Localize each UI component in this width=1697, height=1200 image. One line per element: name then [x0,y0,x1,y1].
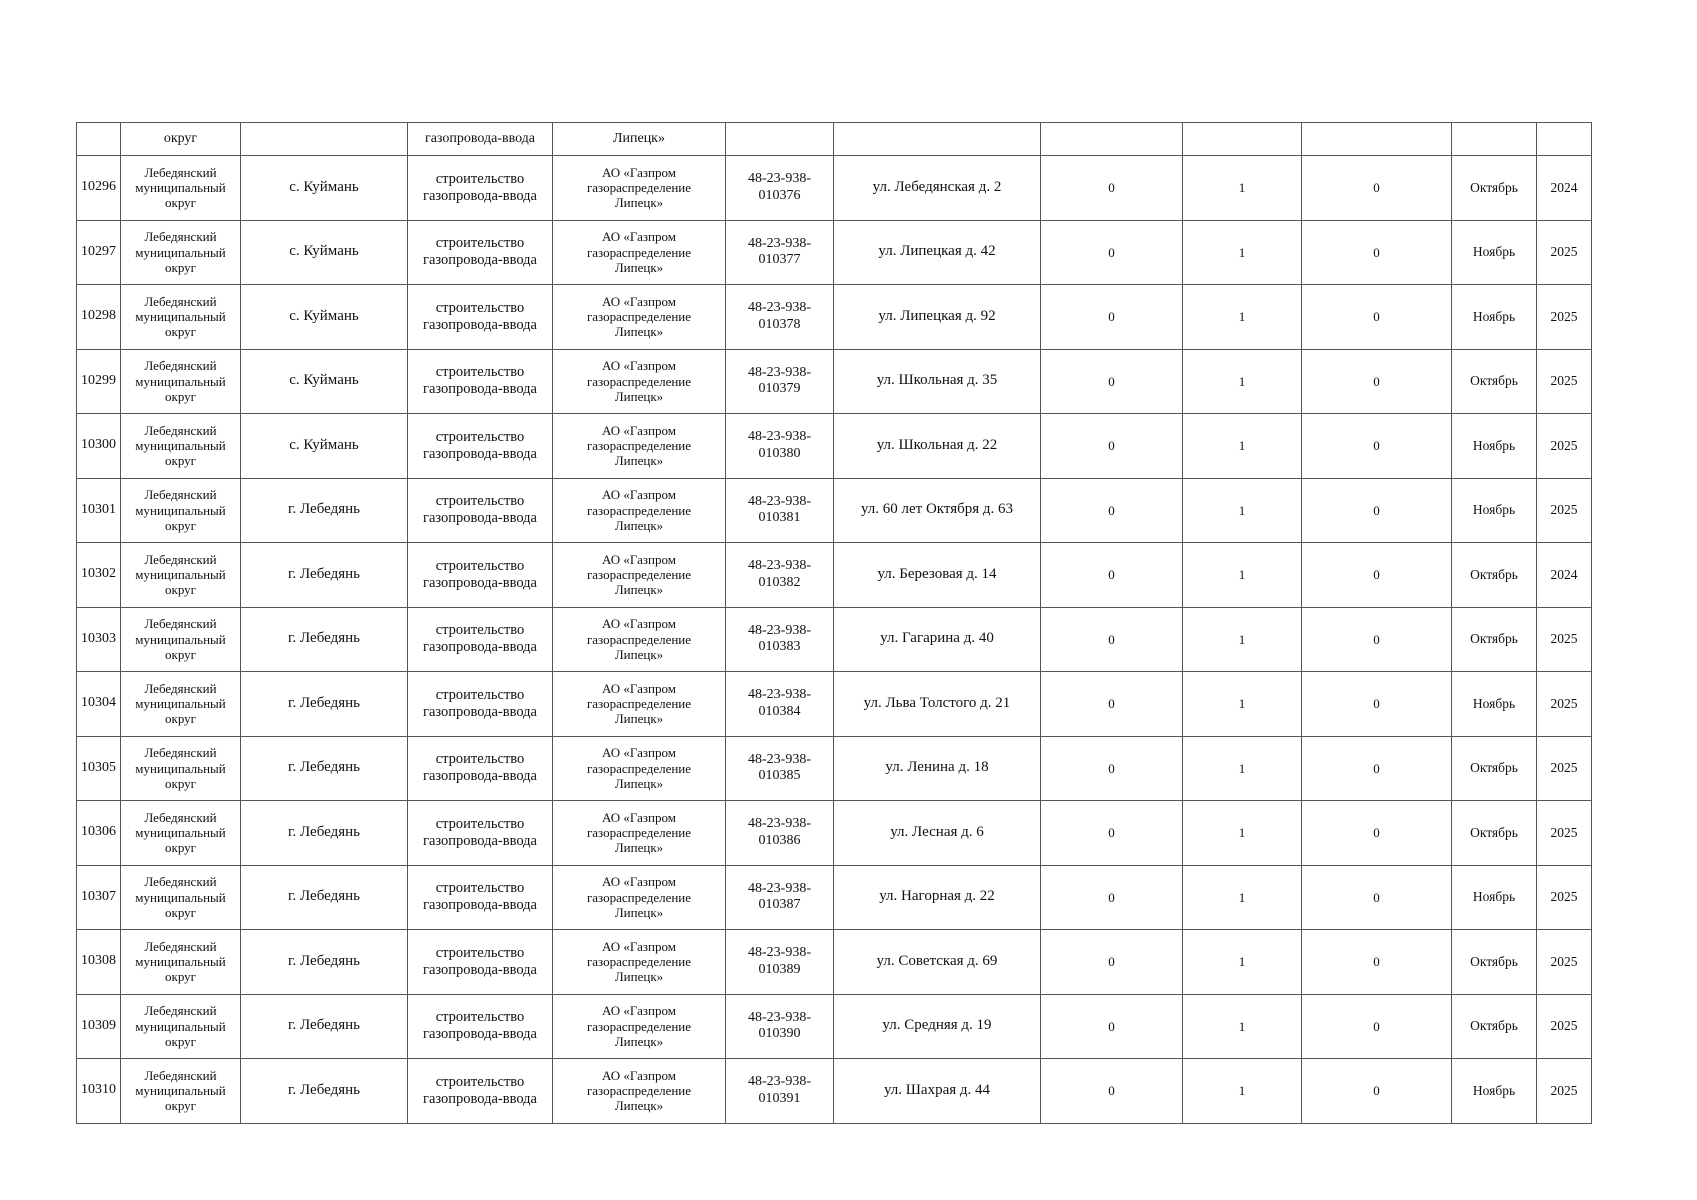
cell-value-2 [1183,123,1302,156]
cell-code: 48-23-938- 010386 [726,801,834,866]
cell-place: г. Лебедянь [241,543,408,608]
cell-work: строительство газопровода-ввода [408,543,553,608]
cell-value-3: 0 [1302,672,1452,737]
cell-address: ул. Березовая д. 14 [834,543,1041,608]
table-row [77,543,1592,608]
cell-value-2: 1 [1183,478,1302,543]
cell-place: г. Лебедянь [241,994,408,1059]
cell-place: с. Куймань [241,414,408,479]
cell-place: с. Куймань [241,349,408,414]
cell-year [1537,123,1592,156]
cell-value-1: 0 [1041,994,1183,1059]
cell-value-2: 1 [1183,1059,1302,1124]
cell-num: 10308 [77,930,121,995]
cell-value-3: 0 [1302,607,1452,672]
cell-code: 48-23-938- 010377 [726,220,834,285]
cell-year: 2025 [1537,672,1592,737]
cell-district: Лебедянский муниципальный округ [121,1059,241,1124]
cell-value-2: 1 [1183,414,1302,479]
cell-value-3: 0 [1302,994,1452,1059]
cell-org: АО «Газпром газораспределение Липецк» [553,285,726,350]
cell-num: 10299 [77,349,121,414]
cell-org: Липецк» [553,123,726,156]
gas-connection-table [76,122,1592,1124]
cell-district: Лебедянский муниципальный округ [121,865,241,930]
cell-year: 2025 [1537,607,1592,672]
cell-value-3 [1302,123,1452,156]
cell-district: Лебедянский муниципальный округ [121,478,241,543]
cell-code: 48-23-938- 010379 [726,349,834,414]
cell-month: Октябрь [1452,994,1537,1059]
cell-code: 48-23-938- 010378 [726,285,834,350]
cell-value-3: 0 [1302,801,1452,866]
cell-district: Лебедянский муниципальный округ [121,220,241,285]
cell-value-3: 0 [1302,865,1452,930]
cell-work: строительство газопровода-ввода [408,994,553,1059]
table-row [77,607,1592,672]
cell-month: Ноябрь [1452,414,1537,479]
cell-address: ул. Лесная д. 6 [834,801,1041,866]
cell-num: 10306 [77,801,121,866]
cell-value-2: 1 [1183,672,1302,737]
table-row [77,672,1592,737]
table-row [77,930,1592,995]
cell-address: ул. Шахрая д. 44 [834,1059,1041,1124]
cell-code [726,123,834,156]
cell-place: г. Лебедянь [241,478,408,543]
cell-code: 48-23-938- 010383 [726,607,834,672]
cell-num [77,123,121,156]
cell-value-1: 0 [1041,414,1183,479]
cell-value-3: 0 [1302,220,1452,285]
cell-code: 48-23-938- 010376 [726,156,834,221]
cell-month: Ноябрь [1452,478,1537,543]
cell-org: АО «Газпром газораспределение Липецк» [553,930,726,995]
cell-place: г. Лебедянь [241,736,408,801]
cell-value-3: 0 [1302,1059,1452,1124]
cell-value-1: 0 [1041,349,1183,414]
cell-year: 2025 [1537,736,1592,801]
cell-value-2: 1 [1183,801,1302,866]
cell-num: 10310 [77,1059,121,1124]
cell-month: Октябрь [1452,930,1537,995]
cell-code: 48-23-938- 010391 [726,1059,834,1124]
table-row [77,349,1592,414]
cell-value-1: 0 [1041,801,1183,866]
cell-month: Октябрь [1452,736,1537,801]
cell-value-1: 0 [1041,156,1183,221]
cell-code: 48-23-938- 010381 [726,478,834,543]
cell-address: ул. Липецкая д. 42 [834,220,1041,285]
cell-num: 10301 [77,478,121,543]
cell-code: 48-23-938- 010380 [726,414,834,479]
cell-year: 2025 [1537,865,1592,930]
cell-value-2: 1 [1183,220,1302,285]
cell-value-2: 1 [1183,930,1302,995]
cell-value-2: 1 [1183,285,1302,350]
cell-num: 10298 [77,285,121,350]
cell-org: АО «Газпром газораспределение Липецк» [553,736,726,801]
cell-work: строительство газопровода-ввода [408,414,553,479]
cell-month: Октябрь [1452,156,1537,221]
cell-work: строительство газопровода-ввода [408,930,553,995]
cell-code: 48-23-938- 010390 [726,994,834,1059]
table-row [77,736,1592,801]
cell-place: с. Куймань [241,220,408,285]
cell-value-1: 0 [1041,736,1183,801]
cell-work: строительство газопровода-ввода [408,478,553,543]
cell-org: АО «Газпром газораспределение Липецк» [553,543,726,608]
cell-work: строительство газопровода-ввода [408,736,553,801]
cell-num: 10303 [77,607,121,672]
table-row [77,865,1592,930]
cell-org: АО «Газпром газораспределение Липецк» [553,220,726,285]
cell-district: Лебедянский муниципальный округ [121,930,241,995]
cell-value-2: 1 [1183,736,1302,801]
cell-place: г. Лебедянь [241,801,408,866]
cell-org: АО «Газпром газораспределение Липецк» [553,1059,726,1124]
cell-address: ул. Средняя д. 19 [834,994,1041,1059]
cell-place [241,123,408,156]
cell-value-3: 0 [1302,285,1452,350]
cell-value-1: 0 [1041,607,1183,672]
cell-work: строительство газопровода-ввода [408,285,553,350]
cell-district: Лебедянский муниципальный округ [121,543,241,608]
cell-district: округ [121,123,241,156]
cell-value-3: 0 [1302,349,1452,414]
cell-work: строительство газопровода-ввода [408,1059,553,1124]
cell-work: газопровода-ввода [408,123,553,156]
cell-year: 2025 [1537,801,1592,866]
cell-value-2: 1 [1183,156,1302,221]
cell-value-3: 0 [1302,478,1452,543]
cell-address: ул. 60 лет Октября д. 63 [834,478,1041,543]
cell-value-1: 0 [1041,865,1183,930]
table-row [77,478,1592,543]
cell-district: Лебедянский муниципальный округ [121,736,241,801]
cell-address: ул. Липецкая д. 92 [834,285,1041,350]
cell-value-2: 1 [1183,543,1302,608]
cell-year: 2024 [1537,156,1592,221]
cell-work: строительство газопровода-ввода [408,672,553,737]
cell-value-2: 1 [1183,865,1302,930]
table-row [77,994,1592,1059]
cell-address: ул. Школьная д. 22 [834,414,1041,479]
cell-district: Лебедянский муниципальный округ [121,994,241,1059]
cell-num: 10307 [77,865,121,930]
cell-place: г. Лебедянь [241,672,408,737]
table-row [77,801,1592,866]
cell-value-1: 0 [1041,930,1183,995]
cell-org: АО «Газпром газораспределение Липецк» [553,672,726,737]
cell-value-1: 0 [1041,672,1183,737]
cell-district: Лебедянский муниципальный округ [121,414,241,479]
cell-district: Лебедянский муниципальный округ [121,285,241,350]
cell-district: Лебедянский муниципальный округ [121,607,241,672]
cell-value-3: 0 [1302,736,1452,801]
cell-org: АО «Газпром газораспределение Липецк» [553,349,726,414]
cell-month: Ноябрь [1452,285,1537,350]
cell-value-1 [1041,123,1183,156]
cell-year: 2025 [1537,930,1592,995]
cell-code: 48-23-938- 010384 [726,672,834,737]
cell-place: с. Куймань [241,285,408,350]
cell-place: г. Лебедянь [241,865,408,930]
cell-place: г. Лебедянь [241,930,408,995]
cell-month: Октябрь [1452,349,1537,414]
cell-district: Лебедянский муниципальный округ [121,801,241,866]
cell-value-1: 0 [1041,285,1183,350]
cell-address: ул. Гагарина д. 40 [834,607,1041,672]
cell-org: АО «Газпром газораспределение Липецк» [553,414,726,479]
cell-value-2: 1 [1183,994,1302,1059]
cell-year: 2025 [1537,349,1592,414]
cell-code: 48-23-938- 010389 [726,930,834,995]
cell-org: АО «Газпром газораспределение Липецк» [553,994,726,1059]
cell-num: 10297 [77,220,121,285]
continuation-row [77,123,1592,156]
cell-year: 2025 [1537,994,1592,1059]
cell-address: ул. Льва Толстого д. 21 [834,672,1041,737]
cell-num: 10300 [77,414,121,479]
cell-org: АО «Газпром газораспределение Липецк» [553,801,726,866]
cell-org: АО «Газпром газораспределение Липецк» [553,478,726,543]
cell-work: строительство газопровода-ввода [408,801,553,866]
cell-month: Октябрь [1452,607,1537,672]
cell-address: ул. Ленина д. 18 [834,736,1041,801]
cell-code: 48-23-938- 010385 [726,736,834,801]
cell-value-3: 0 [1302,930,1452,995]
cell-code: 48-23-938- 010382 [726,543,834,608]
table-row [77,285,1592,350]
cell-address [834,123,1041,156]
cell-year: 2025 [1537,1059,1592,1124]
cell-place: с. Куймань [241,156,408,221]
cell-num: 10302 [77,543,121,608]
cell-year: 2025 [1537,285,1592,350]
cell-month [1452,123,1537,156]
cell-value-1: 0 [1041,1059,1183,1124]
cell-num: 10304 [77,672,121,737]
cell-place: г. Лебедянь [241,607,408,672]
table-row [77,414,1592,479]
cell-address: ул. Школьная д. 35 [834,349,1041,414]
cell-year: 2025 [1537,414,1592,479]
cell-work: строительство газопровода-ввода [408,156,553,221]
cell-org: АО «Газпром газораспределение Липецк» [553,865,726,930]
cell-work: строительство газопровода-ввода [408,865,553,930]
cell-month: Октябрь [1452,543,1537,608]
cell-address: ул. Нагорная д. 22 [834,865,1041,930]
cell-work: строительство газопровода-ввода [408,607,553,672]
table-row [77,1059,1592,1124]
cell-month: Ноябрь [1452,220,1537,285]
cell-num: 10305 [77,736,121,801]
cell-value-2: 1 [1183,349,1302,414]
cell-value-3: 0 [1302,414,1452,479]
cell-num: 10296 [77,156,121,221]
cell-month: Октябрь [1452,801,1537,866]
cell-org: АО «Газпром газораспределение Липецк» [553,607,726,672]
cell-month: Ноябрь [1452,865,1537,930]
cell-year: 2024 [1537,543,1592,608]
table-row [77,220,1592,285]
cell-address: ул. Советская д. 69 [834,930,1041,995]
cell-value-3: 0 [1302,543,1452,608]
cell-address: ул. Лебедянская д. 2 [834,156,1041,221]
cell-value-1: 0 [1041,543,1183,608]
cell-work: строительство газопровода-ввода [408,349,553,414]
cell-value-1: 0 [1041,478,1183,543]
table-row [77,156,1592,221]
cell-value-3: 0 [1302,156,1452,221]
cell-district: Лебедянский муниципальный округ [121,349,241,414]
cell-district: Лебедянский муниципальный округ [121,156,241,221]
cell-org: АО «Газпром газораспределение Липецк» [553,156,726,221]
cell-work: строительство газопровода-ввода [408,220,553,285]
cell-year: 2025 [1537,220,1592,285]
cell-value-2: 1 [1183,607,1302,672]
cell-year: 2025 [1537,478,1592,543]
cell-district: Лебедянский муниципальный округ [121,672,241,737]
cell-code: 48-23-938- 010387 [726,865,834,930]
cell-month: Ноябрь [1452,1059,1537,1124]
cell-place: г. Лебедянь [241,1059,408,1124]
cell-value-1: 0 [1041,220,1183,285]
cell-num: 10309 [77,994,121,1059]
cell-month: Ноябрь [1452,672,1537,737]
